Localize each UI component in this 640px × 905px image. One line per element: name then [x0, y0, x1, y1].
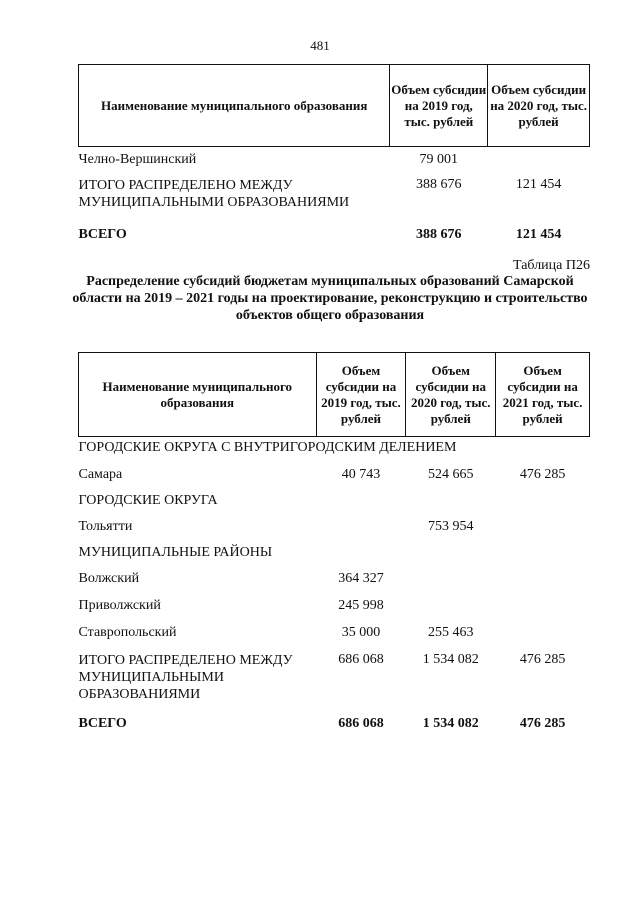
row-name: Ставропольский [78, 624, 177, 640]
section-row [79, 489, 590, 515]
value-2021 [496, 515, 590, 541]
column-header-name: Наименование муниципального образования [79, 65, 390, 147]
row-name: Самара [78, 466, 123, 482]
section-label: МУНИЦИПАЛЬНЫЕ РАЙОНЫ [78, 544, 273, 560]
value-2020 [488, 147, 590, 173]
subsidy-table-2 [78, 352, 590, 740]
value-2020 [406, 594, 496, 621]
table-header-row [79, 65, 590, 147]
column-header-2021: Объем субсидии на 2021 год, тыс. рублей [496, 353, 590, 437]
row-name: ВСЕГО [78, 226, 127, 242]
row-name: ВСЕГО [78, 715, 127, 731]
section-label: ГОРОДСКИЕ ОКРУГА С ВНУТРИГОРОДСКИМ ДЕЛЕНИЕМ [78, 440, 457, 455]
table-row-total [79, 712, 590, 740]
row-name: Челно-Вершинский [78, 152, 197, 167]
value-2021: 476 285 [519, 466, 566, 482]
table-row [79, 515, 590, 541]
value-2021: 476 285 [519, 651, 566, 667]
value-2019: 79 001 [419, 152, 459, 167]
value-2020: 121 454 [515, 176, 562, 192]
value-2020: 1 534 082 [422, 715, 479, 731]
table-title: Распределение субсидий бюджетам муниципальных образований Самарской области на 2019 – 2021 годы на проектирование, реконструкцию и строительство объектов общего образования [72, 274, 588, 323]
value-2019: 364 327 [338, 570, 384, 586]
row-name: Волжский [78, 570, 140, 586]
value-2019: 686 068 [338, 651, 384, 667]
section-row [79, 541, 590, 567]
value-2019: 686 068 [338, 715, 384, 731]
value-2020: 524 665 [428, 466, 474, 482]
table-row [79, 463, 590, 489]
table-label: Таблица П26 [513, 258, 590, 273]
row-name: ИТОГО РАСПРЕДЕЛЕНО МЕЖДУ МУНИЦИПАЛЬНЫМИ ОБРАЗОВАНИЯМИ [78, 652, 293, 702]
value-2019: 35 000 [341, 624, 381, 640]
column-header-2020: Объем субсидии на 2020 год, тыс. рублей [488, 65, 590, 147]
value-2020 [406, 567, 496, 594]
table-row [79, 594, 590, 621]
section-row [79, 437, 590, 463]
value-2020: 121 454 [515, 226, 562, 242]
value-2020: 1 534 082 [422, 651, 479, 667]
table-row [79, 147, 590, 173]
value-2019 [316, 515, 406, 541]
page-number: 481 [310, 38, 330, 53]
table-row-total [79, 223, 590, 251]
value-2019: 40 743 [341, 466, 381, 482]
row-name: Приволжский [78, 597, 161, 613]
column-header-name: Наименование муниципального образования [79, 353, 317, 437]
row-name: Тольятти [78, 518, 133, 534]
section-label: ГОРОДСКИЕ ОКРУГА [78, 492, 218, 508]
value-2021 [496, 594, 590, 621]
value-2020: 255 463 [428, 624, 474, 640]
column-header-2019: Объем субсидии на 2019 год, тыс. рублей [316, 353, 406, 437]
value-2020: 753 954 [428, 518, 474, 534]
value-2021 [496, 621, 590, 648]
column-header-2020: Объем субсидии на 2020 год, тыс. рублей [406, 353, 496, 437]
row-name: ИТОГО РАСПРЕДЕЛЕНО МЕЖДУ МУНИЦИПАЛЬНЫМИ ОБРАЗОВАНИЯМИ [78, 177, 350, 210]
value-2019: 388 676 [416, 226, 462, 242]
column-header-2019: Объем субсидии на 2019 год, тыс. рублей [390, 65, 488, 147]
table-row [79, 173, 590, 223]
value-2021: 476 285 [519, 715, 566, 731]
value-2019: 388 676 [416, 176, 462, 192]
table-row [79, 567, 590, 594]
value-2021 [496, 567, 590, 594]
table-row [79, 648, 590, 712]
table-header-row [79, 353, 590, 437]
table-row [79, 621, 590, 648]
subsidy-table-1 [78, 64, 590, 251]
value-2019: 245 998 [338, 597, 384, 613]
